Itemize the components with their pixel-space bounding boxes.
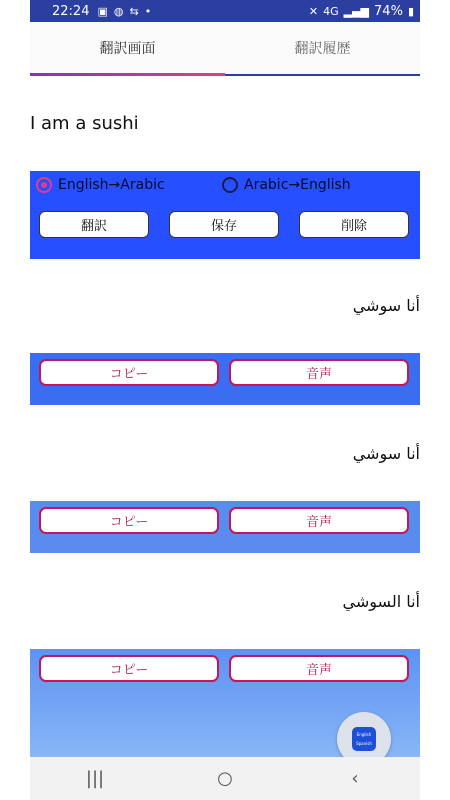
image-icon: ▣ [97, 4, 108, 18]
tab-translate[interactable]: 翻訳画面 [30, 22, 225, 74]
radio-label: English→Arabic [58, 177, 165, 193]
source-text: I am a sushi [30, 113, 139, 134]
result-text-3: أنا السوشي [342, 592, 420, 611]
speech-button[interactable]: 音声 [229, 507, 409, 534]
sync-icon: ⇆ [129, 4, 139, 18]
result-text-2: أنا سوشي [352, 444, 420, 463]
tab-history[interactable]: 翻訳履歴 [294, 41, 351, 57]
translate-button[interactable]: 翻訳 [39, 211, 149, 238]
battery-level: 74% [374, 3, 403, 19]
radio-arabic-english[interactable] [222, 177, 351, 193]
save-button[interactable]: 保存 [169, 211, 279, 238]
result-text-1: أنا سوشي [352, 296, 420, 315]
radio-label: Arabic→English [244, 177, 351, 193]
radio-selected-icon [36, 177, 52, 193]
radio-english-arabic[interactable] [36, 177, 165, 193]
tab-bar [30, 22, 420, 76]
status-bar [30, 0, 420, 22]
result-actions-2 [30, 501, 420, 553]
copy-button[interactable]: コピー [39, 359, 219, 386]
network-label: 4G [323, 4, 339, 18]
control-panel [30, 171, 420, 259]
home-button[interactable]: ○ [217, 768, 233, 789]
result-actions-1 [30, 353, 420, 405]
copy-button[interactable]: コピー [39, 655, 219, 682]
back-button[interactable]: ‹ [351, 768, 359, 789]
status-time: 22:24 [52, 3, 90, 19]
copy-button[interactable]: コピー [39, 507, 219, 534]
dot-icon: • [144, 4, 152, 18]
speech-button[interactable]: 音声 [229, 655, 409, 682]
language-radio-group [30, 177, 420, 199]
delete-button[interactable]: 削除 [299, 211, 409, 238]
battery-icon: ▮ [407, 4, 414, 18]
signal-icon: ▂▄▆ [343, 4, 370, 18]
globe-icon: ◍ [113, 4, 124, 18]
speech-button[interactable]: 音声 [229, 359, 409, 386]
radio-unselected-icon [222, 177, 238, 193]
language-switch-icon: English Spanish [352, 727, 376, 751]
recent-apps-button[interactable]: ||| [85, 768, 105, 789]
system-nav-bar [30, 757, 420, 800]
mute-icon: ✕ [308, 4, 319, 18]
